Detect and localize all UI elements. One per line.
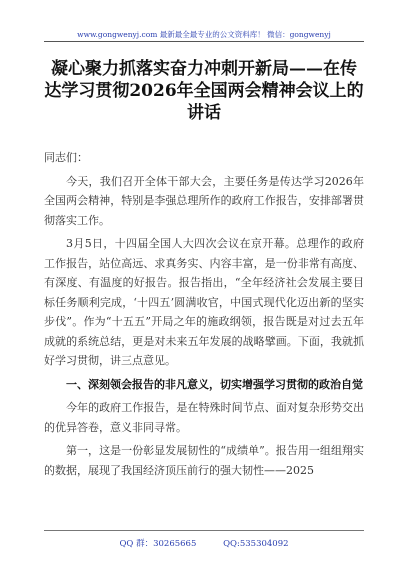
page-header [0, 0, 408, 48]
page-footer [0, 537, 408, 549]
footer-qq-group: QQ 群：30265665 [119, 539, 197, 549]
paragraph: 3月5日，十四届全国人大四次会议在京开幕。总理作的政府工作报告，站位高远、求真务实、内容丰富，是一份非常有高度、有深度、有温度的好报告。报告指出，“全年经济社会发展主要目标任务顺利完成，‘十四五’圆满收官，中国式现代化迈出新的坚实步伐”。作为“十五五”开局之年的施政纲领，报告既是对过去五年成就的系统总结，更是对未来五年发展的战略擘画。下面，我就抓好学习贯彻，讲三点意见。 [44, 237, 364, 367]
header-website-text: www.gongwenyj.com 最新最全最专业的公文资料库！ 微信：gongwenyj [77, 30, 331, 39]
paragraph: 今年的政府工作报告，是在特殊时间节点、面对复杂形势交出的优异答卷，意义非同寻常。 [44, 401, 364, 434]
greeting: 同志们： [44, 151, 88, 164]
paragraph: 第一，这是一份彰显发展韧性的“成绩单”。报告用一组组翔实的数据，展现了我国经济顶压前行的强大韧性——2025 [44, 444, 364, 477]
document-body [44, 148, 364, 484]
paragraph: 今天，我们召开全体干部大会，主要任务是传达学习2026年全国两会精神，特别是李强总理所作的政府工作报告，安排部署贯彻落实工作。 [44, 174, 364, 227]
footer-qq-contact: QQ:535304092 [223, 539, 289, 549]
header-divider [44, 41, 364, 42]
document-title: 凝心聚力抓落实奋力冲刺开新局——在传达学习贯彻2026年全国两会精神会议上的讲话 [44, 59, 364, 123]
footer-divider [44, 530, 364, 531]
section-heading: 一、深刻领会报告的非凡意义，切实增强学习贯彻的政治自觉 [66, 377, 363, 391]
